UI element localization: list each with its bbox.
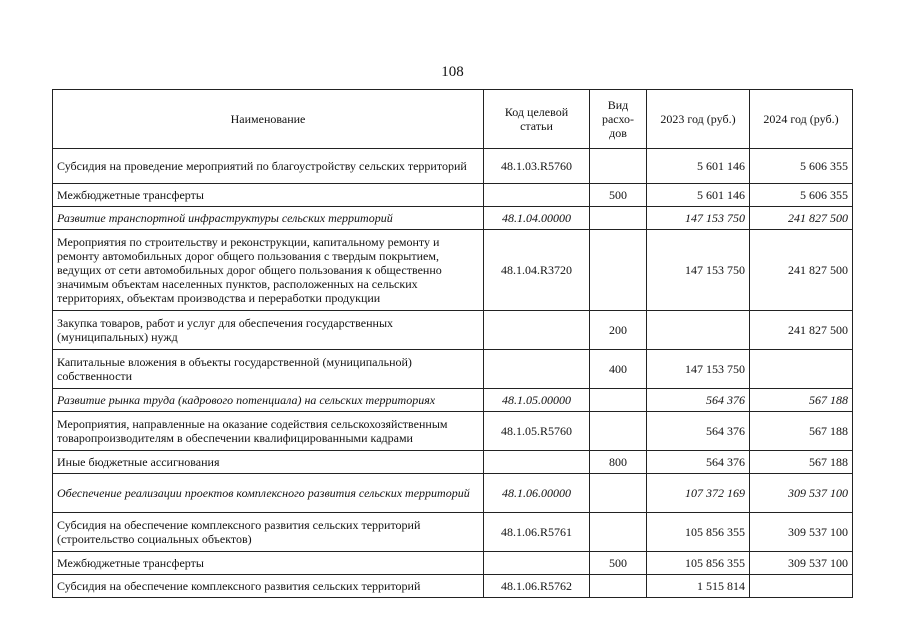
cell-name: Мероприятия по строительству и реконструкции, капитальному ремонту и ремонту автомобильных дорог общего пользования с твердым покрытием, ведущих от сети автомобильных дорог общего пользования к общественно значимым объектам населенных пунктов, расположенных на сельских территориях, объектам производства и переработки продукции [53,230,484,311]
cell-code: 48.1.04.R3720 [484,230,590,311]
table-row [53,575,853,598]
cell-name: Мероприятия, направленные на оказание содействия сельскохозяйственным товаропроизводителям в обеспечении квалифицированными кадрами [53,412,484,451]
cell-code: 48.1.06.R5762 [484,575,590,598]
cell-2024: 309 537 100 [750,513,853,552]
cell-type: 500 [590,184,647,207]
cell-2024: 309 537 100 [750,474,853,513]
cell-type: 500 [590,552,647,575]
table-row [53,311,853,350]
cell-name: Развитие рынка труда (кадрового потенциала) на сельских территориях [53,389,484,412]
cell-2024 [750,575,853,598]
cell-2024: 567 188 [750,412,853,451]
cell-2023: 5 601 146 [647,149,750,184]
cell-name: Межбюджетные трансферты [53,184,484,207]
cell-code [484,350,590,389]
cell-type [590,513,647,552]
cell-code [484,184,590,207]
cell-2023: 105 856 355 [647,513,750,552]
cell-type: 800 [590,451,647,474]
cell-code [484,451,590,474]
table-row [53,230,853,311]
table-row [53,474,853,513]
page-number: 108 [441,64,464,80]
table-row [53,184,853,207]
cell-code: 48.1.06.R5761 [484,513,590,552]
cell-name: Капитальные вложения в объекты государственной (муниципальной) собственности [53,350,484,389]
cell-2024: 5 606 355 [750,184,853,207]
cell-2023: 1 515 814 [647,575,750,598]
cell-2024: 567 188 [750,389,853,412]
header-code: Код целевой статьи [484,90,590,149]
cell-2023 [647,311,750,350]
cell-2023: 147 153 750 [647,350,750,389]
cell-type: 200 [590,311,647,350]
cell-2023: 5 601 146 [647,184,750,207]
table-row [53,412,853,451]
table-row [53,513,853,552]
table-row [53,207,853,230]
cell-code: 48.1.05.R5760 [484,412,590,451]
cell-type [590,207,647,230]
cell-2023: 105 856 355 [647,552,750,575]
table-header-row [53,90,853,149]
cell-2024: 241 827 500 [750,311,853,350]
cell-code: 48.1.05.00000 [484,389,590,412]
cell-2024: 567 188 [750,451,853,474]
header-2023: 2023 год (руб.) [647,90,750,149]
header-type: Вид расхо-дов [590,90,647,149]
header-name: Наименование [53,90,484,149]
table-body [53,149,853,598]
header-2024: 2024 год (руб.) [750,90,853,149]
cell-name: Межбюджетные трансферты [53,552,484,575]
table-row [53,350,853,389]
cell-code [484,311,590,350]
cell-name: Субсидия на проведение мероприятий по благоустройству сельских территорий [53,149,484,184]
cell-code: 48.1.03.R5760 [484,149,590,184]
cell-type [590,389,647,412]
cell-type [590,412,647,451]
cell-2023: 147 153 750 [647,230,750,311]
cell-2023: 107 372 169 [647,474,750,513]
table-row [53,149,853,184]
cell-type [590,575,647,598]
cell-type [590,474,647,513]
cell-2024: 241 827 500 [750,207,853,230]
cell-code [484,552,590,575]
cell-2024: 309 537 100 [750,552,853,575]
cell-name: Иные бюджетные ассигнования [53,451,484,474]
cell-name: Обеспечение реализации проектов комплексного развития сельских территорий [53,474,484,513]
table-row [53,552,853,575]
budget-table [52,89,853,598]
cell-code: 48.1.06.00000 [484,474,590,513]
table-row [53,451,853,474]
cell-name: Закупка товаров, работ и услуг для обеспечения государственных (муниципальных) нужд [53,311,484,350]
cell-2024 [750,350,853,389]
cell-2024: 241 827 500 [750,230,853,311]
cell-type: 400 [590,350,647,389]
cell-name: Субсидия на обеспечение комплексного развития сельских территорий [53,575,484,598]
cell-2023: 147 153 750 [647,207,750,230]
cell-2023: 564 376 [647,451,750,474]
cell-type [590,149,647,184]
table-row [53,389,853,412]
cell-name: Субсидия на обеспечение комплексного развития сельских территорий (строительство социальных объектов) [53,513,484,552]
cell-code: 48.1.04.00000 [484,207,590,230]
cell-name: Развитие транспортной инфраструктуры сельских территорий [53,207,484,230]
cell-type [590,230,647,311]
cell-2023: 564 376 [647,412,750,451]
cell-2023: 564 376 [647,389,750,412]
cell-2024: 5 606 355 [750,149,853,184]
